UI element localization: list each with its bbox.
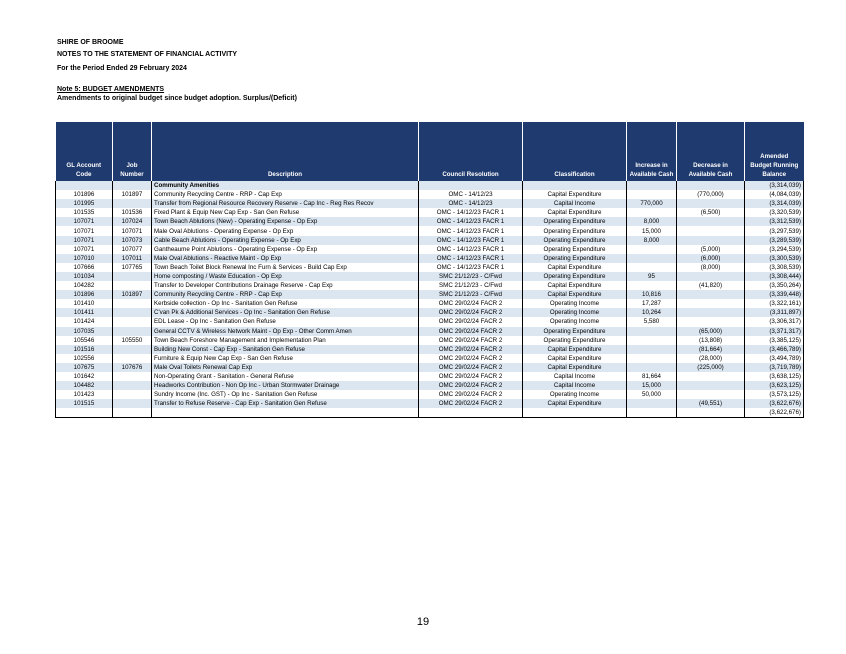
cell-amended-budget-running-balance: (4,084,039) [745,190,804,199]
cell-classification: Capital Expenditure [523,354,627,363]
table-row [56,190,804,199]
table-row [56,308,804,317]
cell-description: Home composting / Waste Education - Op Exp [152,272,419,281]
cell-job-number [113,317,152,326]
cell-gl-account-code: 101642 [56,372,113,381]
cell-council-resolution: OMC - 14/12/23 [419,199,523,208]
cell-classification: Operating Expenditure [523,226,627,235]
column-header-line: Council Resolution [442,171,499,178]
cell-gl-account-code: 107071 [56,226,113,235]
cell-council-resolution: OMC - 14/12/23 FACR 1 [419,208,523,217]
cell-council-resolution [419,181,523,190]
cell-job-number: 101897 [113,190,152,199]
cell-classification: Operating Income [523,308,627,317]
table-row [56,372,804,381]
cell-classification: Operating Income [523,390,627,399]
table-row [56,336,804,345]
cell-council-resolution: OMC - 14/12/23 FACR 1 [419,245,523,254]
cell-increase-available-cash [627,399,677,408]
column-header-line: GL Account [66,162,102,169]
cell-decrease-available-cash: (8,000) [677,263,745,272]
table-row [56,317,804,326]
cell-council-resolution: OMC 29/02/24 FACR 2 [419,336,523,345]
cell-classification: Operating Expenditure [523,217,627,226]
cell-classification: Capital Income [523,381,627,390]
cell-council-resolution: OMC 29/02/24 FACR 2 [419,308,523,317]
cell-decrease-available-cash [677,236,745,245]
column-header-line: Code [76,171,92,178]
cell-amended-budget-running-balance: (3,350,264) [745,281,804,290]
table-row [56,354,804,363]
cell-council-resolution: OMC 29/02/24 FACR 2 [419,317,523,326]
cell-job-number [113,181,152,190]
cell-increase-available-cash [627,281,677,290]
cell-classification: Capital Expenditure [523,263,627,272]
page-number: 19 [416,616,430,628]
column-header-line: Classification [554,171,595,178]
cell-gl-account-code: 104482 [56,381,113,390]
cell-decrease-available-cash [677,390,745,399]
cell-council-resolution: OMC 29/02/24 FACR 2 [419,299,523,308]
cell-gl-account-code: 101995 [56,199,113,208]
cell-job-number: 107011 [113,254,152,263]
cell-gl-account-code: 101411 [56,308,113,317]
cell-description: Town Beach Ablutions (New) - Operating Expense - Op Exp [152,217,419,226]
cell-council-resolution: SMC 21/12/23 - C/Fwd [419,272,523,281]
cell-job-number [113,345,152,354]
cell-increase-available-cash: 770,000 [627,199,677,208]
cell-amended-budget-running-balance: (3,320,539) [745,208,804,217]
table-row [56,281,804,290]
cell-decrease-available-cash [677,181,745,190]
column-header-line: Budget Running [750,162,799,169]
cell-decrease-available-cash [677,317,745,326]
table-row [56,236,804,245]
cell-description: C'van Pk & Additional Services - Op Inc - Sanitation Gen Refuse [152,308,419,317]
cell-description: Town Beach Foreshore Management and Implementation Plan [152,336,419,345]
cell-amended-budget-running-balance: (3,297,539) [745,226,804,235]
column-header-amended-budget-running-balance [745,122,804,181]
cell-description [152,408,419,418]
cell-description: Fixed Plant & Equip New Cap Exp - San Gen Refuse [152,208,419,217]
cell-decrease-available-cash: (6,000) [677,254,745,263]
cell-description: Headworks Contribution - Non Op Inc - Urban Stormwater Drainage [152,381,419,390]
table-row [56,272,804,281]
cell-amended-budget-running-balance: (3,371,317) [745,327,804,336]
cell-gl-account-code: 107071 [56,236,113,245]
cell-amended-budget-running-balance: (3,308,444) [745,272,804,281]
column-header-line: Increase in [635,162,668,169]
cell-classification: Operating Expenditure [523,327,627,336]
column-header-line: Amended [760,153,789,160]
column-header-line: Decrease in [693,162,728,169]
column-header-line: Description [267,171,303,178]
cell-description: Kerbside collection - Op Inc - Sanitation Gen Refuse [152,299,419,308]
cell-description: Town Beach Toilet Block Renewal Inc Furn & Services - Build Cap Exp [152,263,419,272]
cell-gl-account-code: 101515 [56,399,113,408]
cell-amended-budget-running-balance: (3,622,676) [745,399,804,408]
cell-description: Cable Beach Ablutions - Operating Expense - Op Exp [152,236,419,245]
column-header-job-number [113,122,152,181]
cell-description: Transfer to Refuse Reserve - Cap Exp - Sanitation Gen Refuse [152,399,419,408]
column-header-council-resolution [419,122,523,181]
cell-decrease-available-cash: (41,820) [677,281,745,290]
budget-amendments-table [55,122,804,418]
cell-decrease-available-cash: (6,500) [677,208,745,217]
cell-classification [523,408,627,418]
cell-amended-budget-running-balance: (3,573,125) [745,390,804,399]
column-header-line: Available Cash [629,171,674,178]
cell-amended-budget-running-balance: (3,306,317) [745,317,804,326]
cell-job-number [113,281,152,290]
cell-classification: Operating Income [523,299,627,308]
table-row [56,390,804,399]
table-row [56,254,804,263]
cell-classification: Capital Income [523,372,627,381]
cell-amended-budget-running-balance: (3,312,539) [745,217,804,226]
cell-increase-available-cash: 95 [627,272,677,281]
cell-amended-budget-running-balance: (3,623,125) [745,381,804,390]
cell-description: General CCTV & Wireless Network Maint - Op Exp - Other Comm Amen [152,327,419,336]
cell-description: Community Recycling Centre - RRP - Cap Exp [152,190,419,199]
cell-council-resolution: OMC - 14/12/23 FACR 1 [419,254,523,263]
cell-council-resolution: OMC - 14/12/23 FACR 1 [419,236,523,245]
cell-amended-budget-running-balance: (3,638,125) [745,372,804,381]
column-header-increase-available-cash [627,122,677,181]
cell-job-number [113,372,152,381]
cell-job-number [113,272,152,281]
cell-gl-account-code: 101516 [56,345,113,354]
notes-heading: NOTES TO THE STATEMENT OF FINANCIAL ACTIVITY [57,51,238,58]
column-header-gl-account-code [56,122,113,181]
cell-decrease-available-cash [677,299,745,308]
column-header-description [152,122,419,181]
shire-name: SHIRE OF BROOME [57,39,124,46]
cell-gl-account-code: 107675 [56,363,113,372]
cell-description: Male Oval Ablutions - Reactive Maint - Op Exp [152,254,419,263]
cell-classification: Capital Expenditure [523,399,627,408]
cell-job-number: 107765 [113,263,152,272]
cell-gl-account-code: 101535 [56,208,113,217]
cell-increase-available-cash [627,245,677,254]
cell-increase-available-cash [627,181,677,190]
cell-amended-budget-running-balance: (3,289,539) [745,236,804,245]
cell-classification: Operating Expenditure [523,272,627,281]
cell-classification: Capital Expenditure [523,208,627,217]
table-header-row [56,122,804,181]
cell-gl-account-code: 101424 [56,317,113,326]
column-header-line: Number [120,171,144,178]
cell-description: Furniture & Equip New Cap Exp - San Gen Refuse [152,354,419,363]
cell-description: Transfer from Regional Resource Recovery Reserve - Cap Inc - Reg Res Recov [152,199,419,208]
cell-amended-budget-running-balance: (3,311,897) [745,308,804,317]
cell-gl-account-code: 101423 [56,390,113,399]
table-row [56,363,804,372]
cell-classification: Operating Expenditure [523,236,627,245]
cell-council-resolution: SMC 21/12/23 - C/Fwd [419,281,523,290]
cell-council-resolution: OMC 29/02/24 FACR 2 [419,381,523,390]
cell-classification: Capital Expenditure [523,281,627,290]
table-row [56,263,804,272]
cell-increase-available-cash: 15,000 [627,381,677,390]
note-title: Note 5: BUDGET AMENDMENTS [57,86,165,93]
cell-amended-budget-running-balance: (3,314,039) [745,199,804,208]
cell-decrease-available-cash [677,217,745,226]
table-row [56,408,804,418]
cell-decrease-available-cash [677,308,745,317]
column-header-line: Available Cash [688,171,733,178]
cell-decrease-available-cash: (13,808) [677,336,745,345]
cell-job-number [113,327,152,336]
cell-decrease-available-cash [677,272,745,281]
cell-description: Male Oval Toilets Renewal Cap Exp [152,363,419,372]
cell-job-number [113,354,152,363]
table-row [56,290,804,299]
cell-job-number: 107024 [113,217,152,226]
table-row [56,217,804,226]
cell-classification: Operating Income [523,317,627,326]
period-heading: For the Period Ended 29 February 2024 [57,65,187,72]
table-row [56,245,804,254]
note-subtitle: Amendments to original budget since budget adoption. Surplus/(Deficit) [57,95,297,102]
cell-council-resolution: OMC 29/02/24 FACR 2 [419,345,523,354]
table-row [56,208,804,217]
cell-increase-available-cash: 8,000 [627,236,677,245]
cell-increase-available-cash: 17,287 [627,299,677,308]
cell-job-number: 101897 [113,290,152,299]
cell-job-number: 107077 [113,245,152,254]
cell-increase-available-cash [627,363,677,372]
cell-job-number [113,399,152,408]
cell-gl-account-code [56,408,113,418]
cell-classification: Capital Expenditure [523,363,627,372]
cell-job-number: 107073 [113,236,152,245]
cell-description: Gantheaume Point Ablutions - Operating Expense - Op Exp [152,245,419,254]
cell-classification: Capital Expenditure [523,345,627,354]
column-header-decrease-available-cash [677,122,745,181]
cell-decrease-available-cash: (28,000) [677,354,745,363]
column-header-classification [523,122,627,181]
cell-classification: Operating Expenditure [523,254,627,263]
cell-classification: Operating Expenditure [523,245,627,254]
cell-council-resolution: OMC - 14/12/23 FACR 1 [419,217,523,226]
cell-job-number: 101536 [113,208,152,217]
cell-amended-budget-running-balance: (3,322,161) [745,299,804,308]
cell-decrease-available-cash: (65,000) [677,327,745,336]
cell-increase-available-cash [627,208,677,217]
cell-amended-budget-running-balance: (3,494,789) [745,354,804,363]
cell-increase-available-cash [627,327,677,336]
table-body [56,181,804,418]
cell-gl-account-code: 107071 [56,217,113,226]
table-row [56,327,804,336]
cell-description: Non-Operating Grant - Sanitation - General Refuse [152,372,419,381]
cell-amended-budget-running-balance: (3,466,789) [745,345,804,354]
cell-increase-available-cash [627,354,677,363]
cell-gl-account-code: 101034 [56,272,113,281]
cell-increase-available-cash: 50,000 [627,390,677,399]
cell-decrease-available-cash [677,226,745,235]
cell-job-number [113,408,152,418]
cell-classification [523,181,627,190]
cell-council-resolution: OMC - 14/12/23 FACR 1 [419,263,523,272]
cell-increase-available-cash [627,263,677,272]
cell-council-resolution: OMC 29/02/24 FACR 2 [419,390,523,399]
cell-increase-available-cash: 81,664 [627,372,677,381]
cell-job-number: 105550 [113,336,152,345]
cell-council-resolution: OMC - 14/12/23 [419,190,523,199]
cell-increase-available-cash [627,336,677,345]
cell-classification: Capital Expenditure [523,290,627,299]
cell-gl-account-code: 107010 [56,254,113,263]
cell-gl-account-code: 101410 [56,299,113,308]
cell-amended-budget-running-balance: (3,719,789) [745,363,804,372]
cell-council-resolution: OMC - 14/12/23 FACR 1 [419,226,523,235]
cell-description: Community Amenities [152,181,419,190]
cell-job-number: 107071 [113,226,152,235]
cell-description: EDL Lease - Op Inc - Sanitation Gen Refuse [152,317,419,326]
cell-amended-budget-running-balance: (3,385,125) [745,336,804,345]
cell-increase-available-cash [627,345,677,354]
cell-increase-available-cash [627,254,677,263]
cell-amended-budget-running-balance: (3,622,676) [745,408,804,418]
cell-decrease-available-cash [677,372,745,381]
table-row [56,199,804,208]
cell-council-resolution: SMC 21/12/23 - C/Fwd [419,290,523,299]
cell-decrease-available-cash: (225,000) [677,363,745,372]
table-row [56,381,804,390]
cell-gl-account-code: 102556 [56,354,113,363]
cell-gl-account-code [56,181,113,190]
cell-gl-account-code: 101896 [56,290,113,299]
cell-gl-account-code: 104282 [56,281,113,290]
cell-classification: Capital Income [523,199,627,208]
cell-amended-budget-running-balance: (3,308,539) [745,263,804,272]
table-row [56,181,804,190]
cell-decrease-available-cash [677,290,745,299]
cell-description: Building New Const - Cap Exp - Sanitation Gen Refuse [152,345,419,354]
cell-council-resolution: OMC 29/02/24 FACR 2 [419,399,523,408]
cell-decrease-available-cash [677,408,745,418]
cell-council-resolution: OMC 29/02/24 FACR 2 [419,354,523,363]
cell-job-number: 107676 [113,363,152,372]
cell-gl-account-code: 101896 [56,190,113,199]
cell-amended-budget-running-balance: (3,300,539) [745,254,804,263]
cell-gl-account-code: 107035 [56,327,113,336]
cell-decrease-available-cash: (770,000) [677,190,745,199]
cell-description: Transfer to Developer Contributions Drainage Reserve - Cap Exp [152,281,419,290]
cell-job-number [113,199,152,208]
cell-amended-budget-running-balance: (3,294,539) [745,245,804,254]
cell-council-resolution: OMC 29/02/24 FACR 2 [419,327,523,336]
cell-amended-budget-running-balance: (3,314,039) [745,181,804,190]
table-row [56,226,804,235]
cell-decrease-available-cash: (5,000) [677,245,745,254]
cell-job-number [113,381,152,390]
cell-description: Sundry Income (Inc. GST) - Op Inc - Sanitation Gen Refuse [152,390,419,399]
cell-classification: Operating Expenditure [523,336,627,345]
cell-increase-available-cash [627,190,677,199]
column-header-line: Balance [762,171,787,178]
cell-job-number [113,390,152,399]
cell-classification: Capital Expenditure [523,190,627,199]
cell-job-number [113,299,152,308]
cell-council-resolution: OMC 29/02/24 FACR 2 [419,363,523,372]
cell-gl-account-code: 107666 [56,263,113,272]
cell-increase-available-cash [627,408,677,418]
cell-description: Community Recycling Centre - RRP - Cap Exp [152,290,419,299]
cell-increase-available-cash: 15,000 [627,226,677,235]
table-row [56,299,804,308]
cell-amended-budget-running-balance: (3,339,448) [745,290,804,299]
cell-council-resolution [419,408,523,418]
table-row [56,345,804,354]
cell-increase-available-cash: 5,580 [627,317,677,326]
table-row [56,399,804,408]
cell-gl-account-code: 107071 [56,245,113,254]
cell-gl-account-code: 105546 [56,336,113,345]
cell-increase-available-cash: 10,816 [627,290,677,299]
cell-increase-available-cash: 10,264 [627,308,677,317]
column-header-line: Job [126,162,138,169]
cell-council-resolution: OMC 29/02/24 FACR 2 [419,372,523,381]
cell-decrease-available-cash [677,199,745,208]
cell-decrease-available-cash [677,381,745,390]
cell-job-number [113,308,152,317]
cell-decrease-available-cash: (81,664) [677,345,745,354]
cell-decrease-available-cash: (49,551) [677,399,745,408]
cell-description: Male Oval Ablutions - Operating Expense - Op Exp [152,226,419,235]
cell-increase-available-cash: 8,000 [627,217,677,226]
